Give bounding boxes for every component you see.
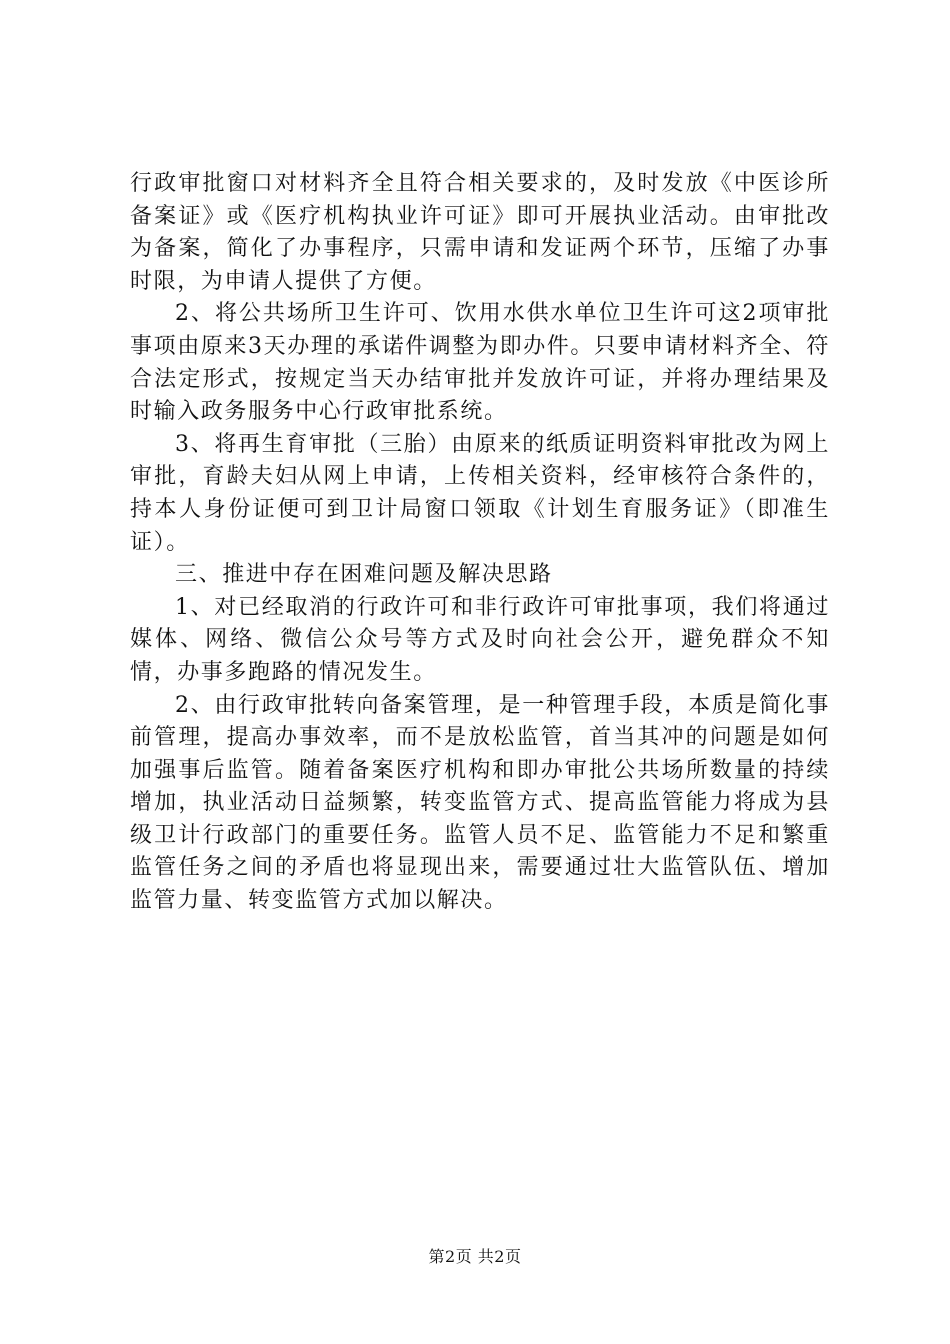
paragraph-item-2: 2、将公共场所卫生许可、饮用水供水单位卫生许可这2项审批事项由原来3天办理的承诺件调整为即办件。只要申请材料齐全、符合法定形式，按规定当天办结审批并发放许可证，并将办理结果及时输入政务服务中心行政审批系统。: [130, 301, 830, 425]
paragraph-problem-2: 2、由行政审批转向备案管理，是一种管理手段，本质是简化事前管理，提高办事效率，而不是放松监管，首当其冲的问题是如何加强事后监管。随着备案医疗机构和即办审批公共场所数量的持续增加，执业活动日益频繁，转变监管方式、提高监管能力将成为县级卫计行政部门的重要任务。监管人员不足、监管能力不足和繁重监管任务之间的矛盾也将显现出来，需要通过壮大监管队伍、增加监管力量、转变监管方式加以解决。: [130, 692, 830, 914]
document-body: [130, 168, 830, 918]
page-footer: 第2页 共2页: [428, 1247, 522, 1266]
paragraph-item-3: 3、将再生育审批（三胎）由原来的纸质证明资料审批改为网上审批，育龄夫妇从网上申请，上传相关资料，经审核符合条件的，持本人身份证便可到卫计局窗口领取《计划生育服务证》（即准生证）。: [130, 431, 830, 555]
section-heading: 三、推进中存在困难问题及解决思路: [175, 562, 553, 588]
paragraph-problem-1: 1、对已经取消的行政许可和非行政许可审批事项，我们将通过媒体、网络、微信公众号等方式及时向社会公开，避免群众不知情，办事多跑路的情况发生。: [130, 594, 830, 685]
paragraph-continuation: 行政审批窗口对材料齐全且符合相关要求的，及时发放《中医诊所备案证》或《医疗机构执业许可证》即可开展执业活动。由审批改为备案，简化了办事程序，只需申请和发证两个环节，压缩了办事时限，为申请人提供了方便。: [130, 171, 830, 294]
